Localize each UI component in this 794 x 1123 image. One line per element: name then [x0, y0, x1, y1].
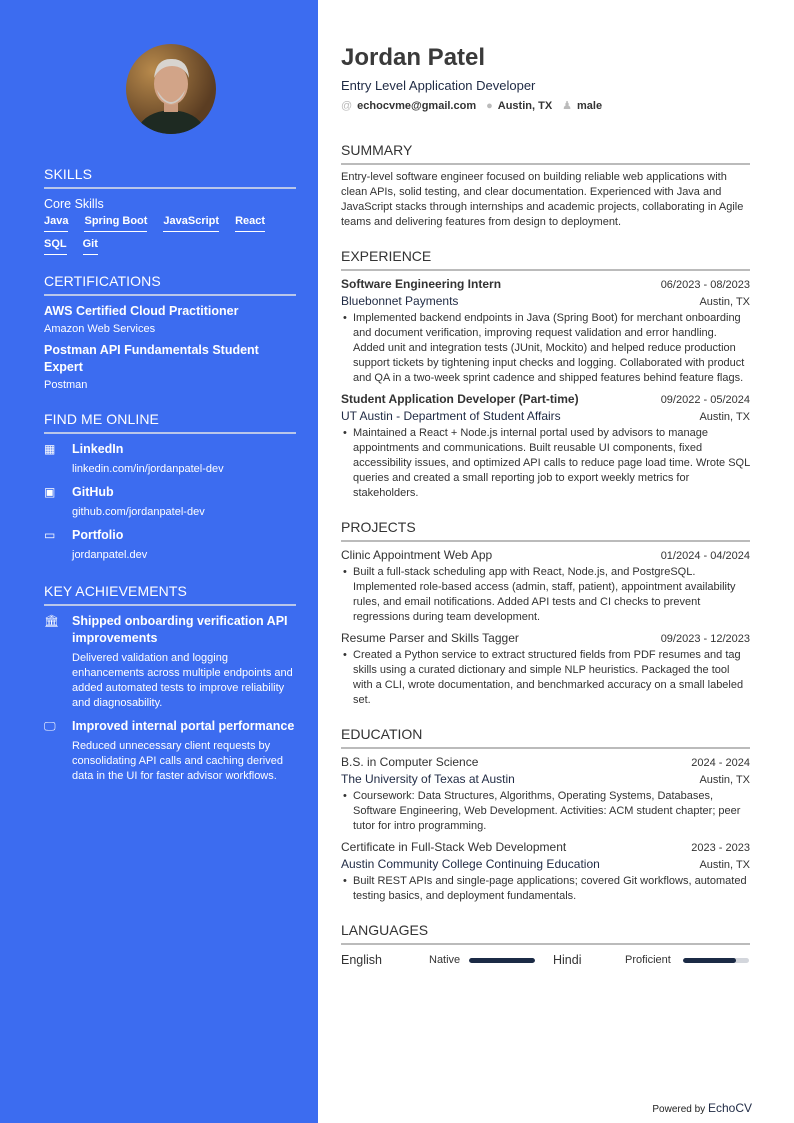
project-title: Resume Parser and Skills Tagger [341, 631, 519, 645]
education-heading: EDUCATION [341, 726, 750, 749]
exp-location: Austin, TX [699, 296, 750, 308]
location: Austin, TX [497, 99, 553, 112]
exp-dates: 06/2023 - 08/2023 [660, 279, 750, 291]
cert-name: AWS Certified Cloud Practitioner [44, 304, 239, 318]
languages-heading: LANGUAGES [341, 922, 750, 945]
bank-icon: 🏛 [44, 614, 60, 628]
project-bullet: • Created a Python service to extract structured fields from PDF resumes and tag skills using a curated dictionary and simple NLP heuristics. Packaged the tool with a CLI, wrote documentation, and benchmarked accuracy on a small labeled set. [341, 648, 750, 708]
main-content [341, 44, 750, 967]
link-url[interactable]: jordanpatel.dev [72, 549, 148, 561]
language-bar-fill [469, 958, 535, 963]
skills-group: Core Skills [44, 197, 104, 211]
link-url[interactable]: github.com/jordanpatel-dev [72, 506, 205, 518]
achievement-item [44, 718, 296, 784]
link-url[interactable]: linkedin.com/in/jordanpatel-dev [72, 463, 224, 475]
languages-row [341, 953, 750, 967]
experience-heading: EXPERIENCE [341, 248, 750, 271]
language-bar [683, 958, 749, 963]
online-github[interactable] [44, 484, 296, 520]
language-level: Native [429, 954, 461, 966]
location-pin-icon: ● [486, 99, 493, 112]
edu-bullet: • Coursework: Data Structures, Algorithms, Operating Systems, Databases, Software Engineering, Web Development. Activities: ACM student chapter; peer tutor for intro programming. [341, 789, 750, 834]
exp-title: Student Application Developer (Part-time) [341, 392, 579, 406]
language-bar-fill [683, 958, 736, 963]
building-icon: ▦ [44, 442, 56, 456]
skill-tag: React [235, 215, 265, 232]
language-name: Hindi [553, 953, 582, 967]
email[interactable]: echocvme@gmail.com [357, 99, 477, 112]
edu-location: Austin, TX [699, 774, 750, 786]
language-name: English [341, 953, 382, 967]
person-icon: ♟ [562, 100, 573, 112]
achievement-desc: Reduced unnecessary client requests by consolidating API calls and caching derived data in the UI for faster advisor workflows. [72, 740, 283, 782]
achievement-desc: Delivered validation and logging enhancements across multiple endpoints and added automated tests to improve reliability and diagnosability. [72, 652, 293, 709]
link-label: LinkedIn [72, 442, 124, 456]
job-title: Entry Level Application Developer [341, 78, 536, 93]
exp-dates: 09/2022 - 05/2024 [660, 394, 750, 406]
achievements-heading: KEY ACHIEVEMENTS [44, 583, 296, 606]
edu-school: The University of Texas at Austin [341, 772, 515, 786]
achievement-item [44, 613, 296, 711]
edu-school: Austin Community College Continuing Education [341, 857, 600, 871]
footer-brand: EchoCV [707, 1101, 752, 1115]
project-bullet: • Built a full-stack scheduling app with React, Node.js, and PostgreSQL. Implemented role-based access (admin, staff, patient), appointment availability rules, and email notifications. Added API tests and CI checks to prevent regressions during team development. [341, 565, 750, 625]
online-linkedin[interactable] [44, 441, 296, 477]
candidate-name: Jordan Patel [341, 44, 486, 71]
summary-text: Entry-level software engineer focused on building reliable web applications with clean APIs, solid testing, and clear documentation. Experienced with Java and JavaScript stacks through internships and academic projects, collaborating in Agile teams and delivering features from design to deployment. [341, 171, 744, 228]
certifications-heading: CERTIFICATIONS [44, 273, 296, 296]
edu-bullet: • Built REST APIs and single-page applications; covered Git workflows, automated testing basics, and deployment fundamentals. [341, 874, 750, 904]
skills-heading: SKILLS [44, 166, 296, 189]
achievement-title: Shipped onboarding verification API improvements [72, 614, 288, 645]
education-item [341, 755, 750, 834]
project-item [341, 631, 750, 708]
achievement-title: Improved internal portal performance [72, 719, 295, 733]
edu-degree: B.S. in Computer Science [341, 755, 479, 769]
at-icon: @ [341, 99, 353, 112]
exp-location: Austin, TX [699, 411, 750, 423]
experience-item [341, 277, 750, 386]
edu-degree: Certificate in Full-Stack Web Development [341, 840, 567, 854]
calendar-icon: ▭ [44, 528, 56, 542]
link-label: Portfolio [72, 528, 124, 542]
skill-tag: JavaScript [163, 215, 219, 232]
footer-prefix: Powered by [652, 1104, 706, 1115]
edu-location: Austin, TX [699, 859, 750, 871]
avatar [126, 44, 216, 134]
exp-bullet: • Maintained a React + Node.js internal portal used by advisors to manage appointments and communications. Built reusable UI components, fixed accessibility issues, and optimized API calls to reduce page load time. Wrote SQL queries and created a small reporting job to export weekly metrics for stakeholders. [341, 426, 750, 501]
project-dates: 01/2024 - 04/2024 [660, 550, 750, 562]
exp-org: Bluebonnet Payments [341, 294, 459, 308]
exp-org: UT Austin - Department of Student Affairs [341, 409, 561, 423]
project-dates: 09/2023 - 12/2023 [660, 633, 750, 645]
project-title: Clinic Appointment Web App [341, 548, 493, 562]
language-level: Proficient [625, 954, 671, 966]
education-item [341, 840, 750, 904]
edu-dates: 2023 - 2023 [691, 842, 750, 854]
project-item [341, 548, 750, 625]
skill-tag: SQL [44, 238, 67, 255]
terminal-icon: ▣ [44, 485, 56, 499]
edu-dates: 2024 - 2024 [691, 757, 750, 769]
link-label: GitHub [72, 485, 114, 499]
gender: male [577, 100, 603, 112]
cert-name: Postman API Fundamentals Student Expert [44, 343, 259, 374]
monitor-icon: 🖵 [44, 719, 56, 733]
online-heading: FIND ME ONLINE [44, 411, 296, 434]
language-bar [469, 958, 535, 963]
cert-issuer: Postman [44, 379, 88, 391]
skill-tag: Spring Boot [84, 215, 147, 232]
skill-tag: Git [83, 238, 98, 255]
experience-item [341, 392, 750, 501]
projects-heading: PROJECTS [341, 519, 750, 542]
sidebar [0, 0, 318, 1123]
summary-heading: SUMMARY [341, 142, 750, 165]
contact-line [341, 99, 750, 112]
footer [652, 1101, 752, 1115]
cert-issuer: Amazon Web Services [44, 323, 156, 335]
exp-title: Software Engineering Intern [341, 277, 502, 291]
online-portfolio[interactable] [44, 527, 296, 563]
exp-bullet: • Implemented backend endpoints in Java (Spring Boot) for merchant onboarding and document verification, improving request validation and error handling. Added unit and integration tests (JUnit, Mockito) and helped reduce production support tickets by tightening input checks and logging. Collaborated with product and QA in a two-week sprint cadence and shipped features behind feature flags. [341, 311, 750, 386]
skill-tag: Java [44, 215, 68, 232]
